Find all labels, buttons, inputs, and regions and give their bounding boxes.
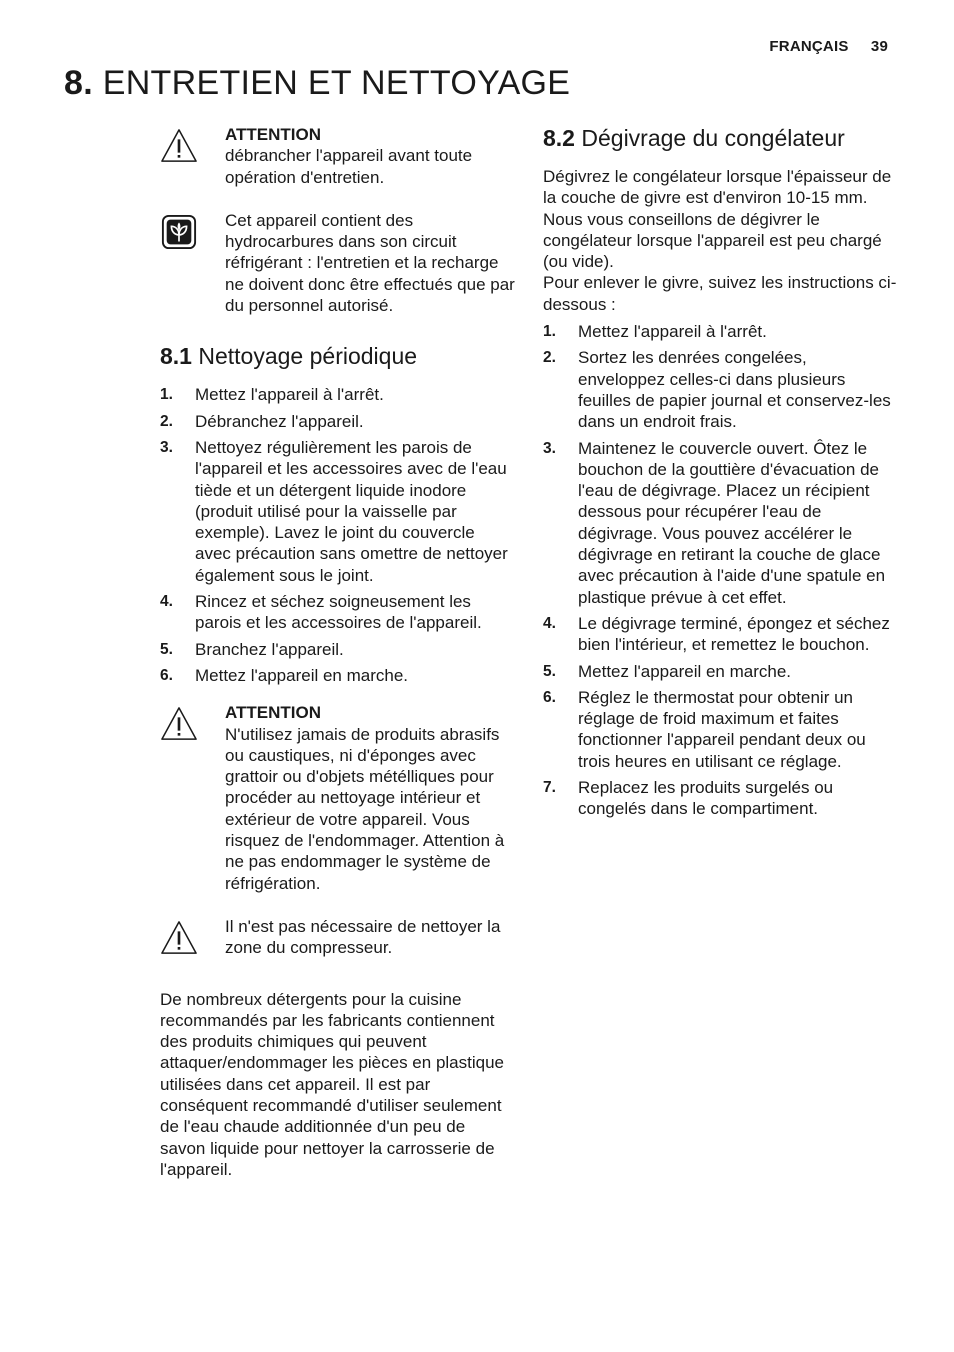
intro-paragraph: Pour enlever le givre, suivez les instructions ci-dessous : (543, 273, 897, 314)
step-text: Réglez le thermostat pour obtenir un réglage de froid maximum et faites fonctionner l'appareil pendant deux ou trois heures en utilisant ce réglage. (578, 687, 866, 771)
warning-text: N'utilisez jamais de produits abrasifs ou caustiques, ni d'éponges avec grattoir ou d'objets métélliques pour procéder au nettoyage intérieur et extérieur de votre appareil. Vous risquez de l'endommager. Attention à ne pas endommager le système de réfrigération. (225, 724, 505, 893)
page-title (64, 64, 570, 103)
intro-paragraph: Dégivrez le congélateur lorsque l'épaisseur de la couche de givre est d'environ 10-15 mm. (543, 167, 892, 208)
list-item (543, 321, 898, 342)
list-item (543, 687, 898, 772)
warning-heading: ATTENTION (225, 125, 322, 144)
step-text: Le dégivrage terminé, épongez et séchez bien l'intérieur, et remettez le bouchon. (578, 613, 890, 655)
list-item (160, 437, 515, 586)
section-number: 8.1 (160, 343, 192, 370)
step-text: Mettez l'appareil en marche. (195, 665, 409, 685)
section-title-8-2 (543, 124, 898, 152)
list-item (160, 639, 515, 660)
environment-notice (160, 210, 515, 316)
step-number: 3. (543, 439, 556, 457)
step-text: Mettez l'appareil à l'arrêt. (195, 385, 384, 405)
warning-triangle-icon (160, 706, 198, 742)
step-number: 5. (160, 640, 173, 658)
list-item (160, 384, 515, 405)
step-number: 5. (543, 662, 556, 680)
warning-triangle-icon (160, 920, 198, 956)
right-column (543, 124, 898, 825)
warning-notice-abrasives (160, 702, 515, 894)
step-number: 6. (543, 688, 556, 706)
page-header (769, 38, 888, 55)
defrost-steps-list (543, 321, 898, 820)
list-item (543, 777, 898, 820)
step-text: Mettez l'appareil en marche. (578, 661, 792, 681)
section-heading: Nettoyage périodique (198, 343, 418, 370)
section-title-8-1 (160, 342, 515, 370)
section-number: 8.2 (543, 125, 575, 151)
list-item (543, 661, 898, 682)
warning-text: Il n'est pas nécessaire de nettoyer la zone du compresseur. (225, 916, 501, 958)
step-number: 7. (543, 779, 556, 797)
environment-leaf-icon (160, 214, 198, 250)
list-item (543, 613, 898, 656)
chapter-title: ENTRETIEN ET NETTOYAGE (102, 64, 571, 102)
step-number: 6. (160, 666, 173, 684)
list-item (160, 411, 515, 432)
step-text: Replacez les produits surgelés ou congelés dans le compartiment. (578, 778, 834, 819)
page-number: 39 (870, 38, 888, 55)
step-text: Débranchez l'appareil. (195, 411, 364, 431)
step-number: 3. (160, 438, 173, 456)
step-number: 2. (160, 412, 173, 430)
step-text: Maintenez le couvercle ouvert. Ôtez le bouchon de la gouttière d'évacuation de l'eau de dégivrage. Placez un récipient dessous pour récupérer l'eau de dégivrage. Vous pouvez accélérer le dégivrage en retirant la couche de glace avec précaution à l'aide d'une spatule en plastique prévue à cet effet. (578, 438, 886, 607)
step-text: Rincez et séchez soigneusement les parois et les accessoires de l'appareil. (195, 592, 482, 633)
step-number: 4. (160, 593, 173, 611)
step-text: Nettoyez régulièrement les parois de l'appareil et les accessoires avec de l'eau tiède et un détergent liquide inodore (produit utilisé pour la vaisselle par exemple). Lavez le joint du couvercle avec précaution sans omettre de nettoyer également sous le joint. (195, 437, 508, 585)
warning-notice-unplug (160, 124, 515, 188)
list-item (160, 665, 515, 686)
environment-text: Cet appareil contient des hydrocarbures dans son circuit réfrigérant : l'entretien et la recharge ne doivent donc être effectués que par du personnel autorisé. (225, 210, 515, 316)
warning-text: débrancher l'appareil avant toute opération d'entretien. (225, 146, 473, 187)
chapter-number: 8. (64, 64, 93, 102)
intro-paragraph: Nous vous conseillons de dégivrer le congélateur lorsque l'appareil est peu chargé (ou vide). (543, 209, 882, 272)
warning-triangle-icon (160, 128, 198, 164)
list-item (160, 591, 515, 634)
step-text: Mettez l'appareil à l'arrêt. (578, 322, 767, 342)
section-heading: Dégivrage du congélateur (581, 125, 845, 151)
left-column (160, 124, 515, 1180)
header-language: FRANÇAIS (769, 38, 849, 55)
list-item (543, 347, 898, 432)
step-number: 1. (160, 386, 173, 404)
detergent-paragraph: De nombreux détergents pour la cuisine recommandés par les fabricants contiennent des produits chimiques qui peuvent attaquer/endommager les pièces en plastique utilisées dans cet appareil. Il est par conséquent recommandé d'utiliser seulement de l'eau chaude additionnée d'un peu de savon liquide pour nettoyer la carrosserie de l'appareil. (160, 989, 504, 1179)
step-text: Branchez l'appareil. (195, 639, 344, 659)
list-item (543, 438, 898, 608)
warning-notice-compressor (160, 916, 515, 959)
step-text: Sortez les denrées congelées, enveloppez celles-ci dans plusieurs feuilles de papier journal et conservez-les dans un endroit frais. (578, 348, 891, 432)
step-number: 4. (543, 614, 556, 632)
cleaning-steps-list (160, 384, 515, 686)
step-number: 1. (543, 323, 556, 341)
step-number: 2. (543, 349, 556, 367)
warning-heading: ATTENTION (225, 703, 322, 723)
